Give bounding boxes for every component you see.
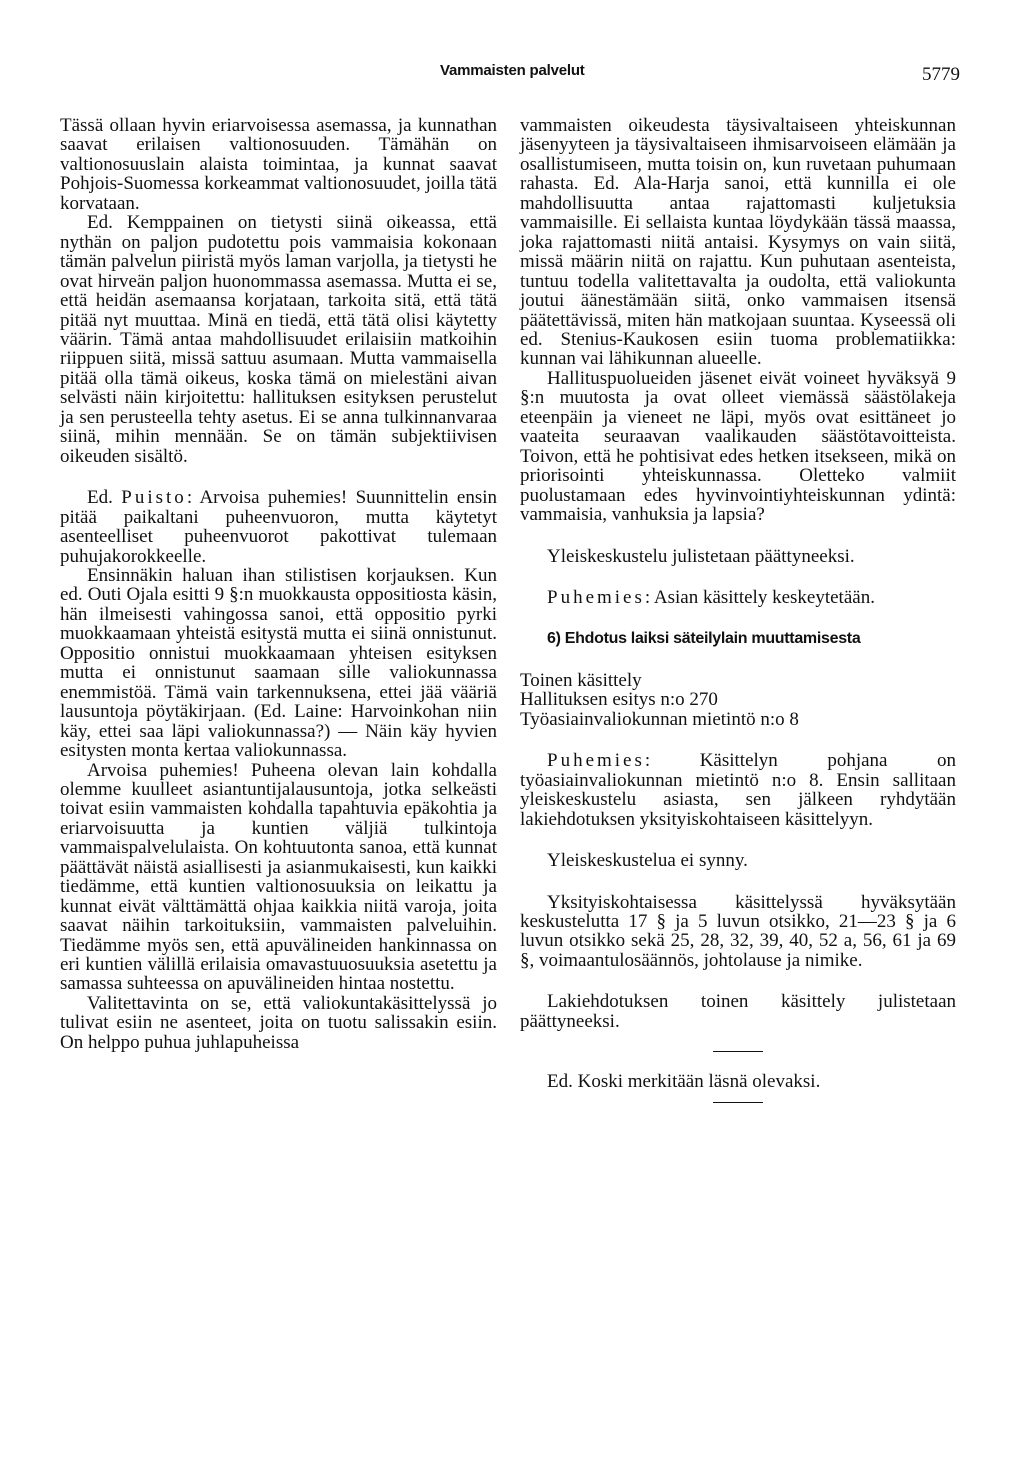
paragraph: Yksityiskohtaisessa käsittelyssä hyväksytään keskustelutta 17 § ja 5 luvun otsikko, 21—23 § ja 6 luvun otsikko sekä 25, 28, 32, 39, 40, 52 a, 56, 61 ja 69 §, voimaantulosäännös, johtolause ja nimike.	[520, 891, 956, 971]
paragraph: vammaisten oikeudesta täysivaltaiseen yhteiskunnan jäsenyyteen ja täysivaltaiseen ihmisarvoiseen elämään ja osallistumiseen, mutta toisin on, kun ruvetaan puhumaan rahasta. Ed. Ala-Harja sanoi, että kunnilla ei ole mahdollisuutta antaa rajattomasti kuljetuksia vammaisille. Ei sellaista kuntaa löydykään tässä maassa, joka rajattomasti niitä antaisi. Kysymys on vain siitä, missä määrin niitä on rajattu. Kun puhutaan asenteista, tuntuu todella valitettavalta ja oudolta, että valiokunta joutui äänestämään siitä, onko vammaisen itsensä päätettävissä, miten hän matkojaan suuntaa. Kyseessä oli ed. Stenius-Kaukosen esiin tuoma problematiikka: kunnan vai lähikunnan alueelle.	[520, 115, 956, 370]
speaker-paragraph	[60, 488, 497, 566]
paragraph: Valitettavinta on se, että valiokuntakäsittelyssä jo tulivat esiin ne asenteet, joita on tuotu salissakin esiin. On helppo puhua juhlapuheissa	[60, 992, 497, 1053]
speech-text: : Arvoisa puhemies! Suunnittelin ensin pitää paikaltani puheenvuoron, mutta käytetyt asenteelliset puheenvuorot pakottivat tulemaan puhujakorokkeelle.	[60, 487, 498, 567]
paragraph: Ed. Kemppainen on tietysti siinä oikeassa, että nythän on paljon pudotettu pois vammaisia kokonaan tämän palvelun piiristä myös laman varjolla, ja tietysti he ovat hirveän paljon huonommassa asemassa. Mutta ei se, että heidän asemaansa korjataan, tarkoita sitä, että tätä pitää nyt muuttaa. Minä en tiedä, että tätä olisi käytetty väärin. Tämä antaa mahdollisuudet erilaisiin matkoihin riippuen siitä, missä sattuu asumaan. Mutta vammaisella pitää olla tämä oikeus, koska tämä on mielestäni aivan selvästi näin kirjoitettu: hallituksen esityksen perustelut ja sen perusteella tehty asetus. Ei se anna tulkinnanvaraa siinä, mihin mennään. Se on tämän subjektiivisen oikeuden sisältö.	[60, 212, 497, 467]
page-number: 5779	[922, 64, 960, 85]
agenda-item: Työasiainvaliokunnan mietintö n:o 8	[520, 708, 799, 730]
speech-text: : Asian käsittely keskeytetään.	[644, 586, 875, 608]
paragraph: Ed. Koski merkitään läsnä olevaksi.	[547, 1071, 821, 1093]
speaker-paragraph	[520, 751, 956, 829]
running-header-title: Vammaisten palvelut	[440, 62, 585, 79]
paragraph: Yleiskeskustelu julistetaan päättyneeksi.	[547, 545, 855, 567]
paragraph: Tässä ollaan hyvin eriarvoisessa asemassa, ja kunnathan saavat erilaisen valtionosuuden. Tämähän on valtionosuuslain alaista toimintaa, ja kunnat saavat Pohjois-Suomessa korkeammat valtionosuudet, joilla tätä korvataan.	[60, 115, 497, 214]
paragraph: Yleiskeskustelua ei synny.	[547, 850, 748, 872]
section-heading: 6) Ehdotus laiksi säteilylain muuttamisesta	[547, 630, 861, 648]
right-column	[520, 116, 956, 1103]
divider-rule	[713, 1102, 763, 1103]
paragraph: Arvoisa puhemies! Puheena olevan lain kohdalla olemme kuulleet asiantuntijalausuntoja, jotka selkeästi toivat esiin vammaisten kohdalla tapahtuvia epäkohtia ja eriarvoisuutta ja kuntien väljiä tulkintoja vammaispalvelulaista. On kohtuutonta sanoa, että kunnat päättävät näistä asiallisesti ja asianmukaisesti, kun kaikki tiedämme, että kuntien valtionosuuksia on leikattu ja kunnat eivät välttämättä ohjaa kaikkia niitä varoja, joita saavat näihin tarkoituksiin, vammaisten palveluihin. Tiedämme myös sen, että apuvälineiden hankinnassa on eri kuntien välillä erilaisia omavastuuosuuksia asetettu ja samassa suhteessa on apuvälineiden hintaa nostettu.	[60, 759, 497, 995]
speaker-prefix: Ed.	[87, 487, 113, 509]
speaker-name: Puisto	[121, 487, 187, 509]
paragraph: Ensinnäkin haluan ihan stilistisen korjauksen. Kun ed. Outi Ojala esitti 9 §:n muokkausta oppositiosta käsin, hän ilmeisesti vahingossa sanoi, että oppositio pyrki muokkaamaan yhteistä esitystä mutta ei siinä onnistunut. Oppositio onnistui muokkaamaan yhteisen esityksen mutta ei onnistunut saamaan sille valiokunnassa enemmistöä. Tämä vain tarkennuksena, ettei jää vääriä lausuntoja pöytäkirjaan. (Ed. Laine: Harvoinkohan niin käy, ettei saa läpi valiokunnassa?) — Näin käy hyvien esitysten monta kertaa valiokunnassa.	[60, 564, 497, 762]
left-column	[60, 116, 497, 1052]
speaker-name: Puhemies	[547, 586, 645, 608]
agenda-item: Toinen käsittely	[520, 669, 642, 691]
paragraph: Hallituspuolueiden jäsenet eivät voineet hyväksyä 9 §:n muutosta ja ovat olleet viemässä säästölakeja eteenpäin ja vieneet ne läpi, myös ovat esittäneet jo vaateita seuraavan vaalikauden säästötavoitteista. Toivon, että he pohtisivat edes hetken itsekseen, mikä on priorisointi yhteiskunnassa. Oletteko valmiit puolustamaan edes hyvinvointiyhteiskunnan ydintä: vammaisia, vanhuksia ja lapsia?	[520, 367, 956, 526]
speaker-name: Puhemies	[547, 750, 645, 772]
paragraph: Lakiehdotuksen toinen käsittely julistetaan päättyneeksi.	[520, 991, 956, 1032]
agenda-item: Hallituksen esitys n:o 270	[520, 689, 718, 711]
speech-text: : Käsittelyn pohjana on työasiainvaliokunnan mietintö n:o 8. Ensin sallitaan yleiskeskustelu asiasta, sen jälkeen ryhdytään lakiehdotuksen yksityiskohtaiseen käsittelyyn.	[520, 750, 956, 830]
speaker-paragraph	[520, 588, 956, 607]
